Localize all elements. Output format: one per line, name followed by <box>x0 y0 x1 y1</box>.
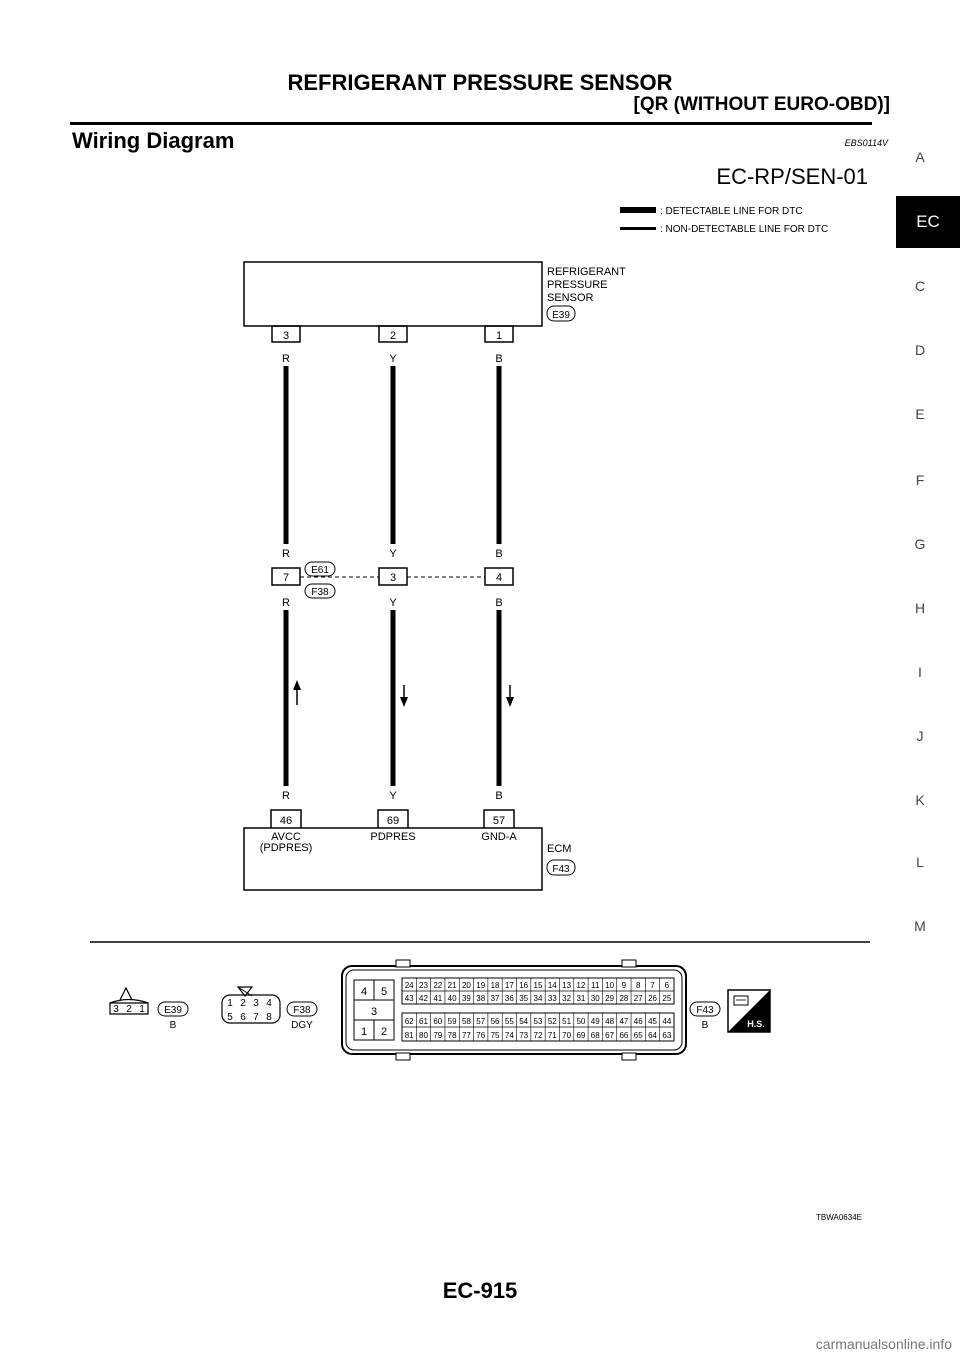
f43-pin-50: 50 <box>576 1017 586 1026</box>
index-letter-k[interactable]: K <box>915 792 925 808</box>
f43-pin-28: 28 <box>619 994 629 1003</box>
section-code: EBS0114V <box>844 138 888 148</box>
sensor-box <box>244 262 542 326</box>
f38-pin-1: 1 <box>227 998 233 1009</box>
f38-connector-face <box>222 987 280 1023</box>
f43-pin-45: 45 <box>648 1017 657 1026</box>
f43-pin-12: 12 <box>576 981 586 990</box>
index-letter-m[interactable]: M <box>914 918 926 934</box>
ecm-terminal-gnd-a: GND-A <box>481 831 517 843</box>
sensor-pin-1: 1 <box>495 330 503 342</box>
f38-pin-7: 7 <box>253 1012 259 1023</box>
sensor-label-line2: PRESSURE <box>547 279 608 291</box>
f43-pin-58: 58 <box>461 1017 471 1026</box>
f43-pin-16: 16 <box>519 981 529 990</box>
ecm-pin-57: 57 <box>492 815 506 827</box>
wire-color-y-joint-top: Y <box>389 548 397 560</box>
f43-pin-18: 18 <box>490 981 500 990</box>
f43-pin-76: 76 <box>476 1031 486 1040</box>
joint-connector-f38: F38 <box>311 587 329 598</box>
section-title: Wiring Diagram <box>72 128 235 153</box>
arrow-up-icon <box>293 680 301 705</box>
wire-color-r-bottom: R <box>282 790 290 802</box>
f43-pin-46: 46 <box>633 1017 643 1026</box>
f43-pin-43: 43 <box>404 994 414 1003</box>
f38-pin-4: 4 <box>266 998 272 1009</box>
f43-pin-32: 32 <box>562 994 572 1003</box>
wire-color-r-joint-top: R <box>282 548 290 560</box>
sensor-pin-2: 2 <box>389 330 397 342</box>
ecm-pin-69: 69 <box>386 815 400 827</box>
f43-pin-40: 40 <box>447 994 457 1003</box>
ecm-terminal-pdpres: PDPRES <box>370 831 416 843</box>
f43-pin-14: 14 <box>547 981 557 990</box>
f38-pin-3: 3 <box>253 998 259 1009</box>
f43-pin-63: 63 <box>662 1031 672 1040</box>
f43-pin-23: 23 <box>419 981 428 990</box>
f43-pin-70: 70 <box>562 1031 572 1040</box>
f43-pin-35: 35 <box>519 994 529 1003</box>
sensor-label-line3: SENSOR <box>547 292 594 304</box>
f43-pin-44: 44 <box>662 1017 672 1026</box>
f43-pin-22: 22 <box>433 981 443 990</box>
f43-pin-53: 53 <box>533 1017 543 1026</box>
wire-color-b-joint-top: B <box>495 548 503 560</box>
f43-pin-30: 30 <box>590 994 600 1003</box>
wire-color-y-joint-bottom: Y <box>389 597 397 609</box>
f43-pin-6: 6 <box>664 981 670 990</box>
f43-big-pin-2: 2 <box>380 1026 388 1038</box>
f43-pin-67: 67 <box>605 1031 615 1040</box>
arrow-down-icon <box>506 685 514 707</box>
index-letter-j[interactable]: J <box>916 728 924 744</box>
joint-pin-4: 4 <box>495 572 503 584</box>
f43-pin-77: 77 <box>461 1031 471 1040</box>
f43-pin-38: 38 <box>476 994 486 1003</box>
f43-pin-48: 48 <box>605 1017 615 1026</box>
f43-pin-37: 37 <box>490 994 500 1003</box>
f43-pin-31: 31 <box>576 994 586 1003</box>
ecm-label: ECM <box>547 843 572 855</box>
index-letter-h[interactable]: H <box>914 600 926 616</box>
f43-pin-39: 39 <box>461 994 471 1003</box>
wire-color-b-bottom: B <box>495 790 503 802</box>
f43-pin-57: 57 <box>476 1017 486 1026</box>
harness-side-badge-icon <box>728 990 770 1032</box>
f43-big-pin-4: 4 <box>360 986 368 998</box>
f43-pin-51: 51 <box>562 1017 572 1026</box>
f43-pin-24: 24 <box>404 981 414 990</box>
f43-pin-55: 55 <box>504 1017 514 1026</box>
f43-pin-27: 27 <box>633 994 643 1003</box>
f43-pin-64: 64 <box>648 1031 657 1040</box>
f38-pin-6: 6 <box>240 1012 246 1023</box>
index-letter-g[interactable]: G <box>914 536 926 552</box>
legend-non-detectable-label: : NON-DETECTABLE LINE FOR DTC <box>660 224 829 235</box>
f43-pin-59: 59 <box>447 1017 457 1026</box>
f43-pin-26: 26 <box>648 994 657 1003</box>
f43-pin-73: 73 <box>519 1031 529 1040</box>
index-letter-l[interactable]: L <box>916 854 924 870</box>
f43-pin-19: 19 <box>476 981 486 990</box>
legend-detectable-label: : DETECTABLE LINE FOR DTC <box>660 206 803 217</box>
wire-color-r-top: R <box>282 353 290 365</box>
f43-big-pin-3: 3 <box>370 1006 378 1018</box>
f43-pin-10: 10 <box>605 981 615 990</box>
f43-pin-13: 13 <box>562 981 572 990</box>
f43-pin-62: 62 <box>404 1017 414 1026</box>
f38-pin-8: 8 <box>266 1012 272 1023</box>
ecm-terminal-avcc-sub: (PDPRES) <box>259 842 313 854</box>
f43-pin-81: 81 <box>404 1031 414 1040</box>
f38-color: DGY <box>291 1020 313 1031</box>
f43-pin-47: 47 <box>619 1017 629 1026</box>
arrow-down-icon <box>400 685 408 707</box>
f43-pin-56: 56 <box>490 1017 500 1026</box>
f43-pin-36: 36 <box>504 994 514 1003</box>
wire-color-b-top: B <box>495 353 503 365</box>
f43-pin-42: 42 <box>419 994 428 1003</box>
f38-pin-5: 5 <box>227 1012 233 1023</box>
f43-pin-80: 80 <box>419 1031 428 1040</box>
f43-pin-20: 20 <box>461 981 471 990</box>
sensor-connector-label: E39 <box>552 310 570 321</box>
index-letter-f[interactable]: F <box>915 472 925 488</box>
f43-pin-61: 61 <box>419 1017 428 1026</box>
e39-connector-face <box>110 988 148 1015</box>
f38-pin-2: 2 <box>240 998 246 1009</box>
page-header-subtitle: [QR (WITHOUT EURO-OBD)] <box>633 94 890 115</box>
f43-pin-49: 49 <box>590 1017 600 1026</box>
ecm-connector-label: F43 <box>552 864 570 875</box>
f43-pin-54: 54 <box>519 1017 529 1026</box>
f43-color: B <box>701 1020 709 1031</box>
f43-label: F43 <box>696 1005 714 1016</box>
f43-big-pin-5: 5 <box>380 986 388 998</box>
joint-pin-3: 3 <box>389 572 397 584</box>
f43-pin-79: 79 <box>433 1031 443 1040</box>
e39-label: E39 <box>164 1005 182 1016</box>
legend-thin-line <box>620 227 656 230</box>
wire-color-r-joint-bottom: R <box>282 597 290 609</box>
f43-pin-78: 78 <box>447 1031 457 1040</box>
e39-pin-1: 1 <box>139 1004 145 1015</box>
f43-pin-69: 69 <box>576 1031 586 1040</box>
f43-pin-65: 65 <box>633 1031 643 1040</box>
f43-pin-34: 34 <box>533 994 543 1003</box>
e39-pin-3: 3 <box>113 1004 119 1015</box>
f43-pin-68: 68 <box>590 1031 600 1040</box>
e39-pin-2: 2 <box>126 1004 132 1015</box>
f43-pin-52: 52 <box>547 1017 557 1026</box>
sensor-pin-3: 3 <box>282 330 290 342</box>
index-letter-c[interactable]: C <box>914 278 926 294</box>
index-letter-i[interactable]: I <box>918 664 922 680</box>
f43-pin-29: 29 <box>605 994 615 1003</box>
index-letter-ec-active[interactable]: EC <box>896 196 960 248</box>
wire-color-b-joint-bottom: B <box>495 597 503 609</box>
f43-pin-71: 71 <box>547 1031 557 1040</box>
page-number: EC-915 <box>442 1278 518 1303</box>
wire-color-y-bottom: Y <box>389 790 397 802</box>
index-letter-e[interactable]: E <box>915 406 925 422</box>
f43-pin-15: 15 <box>533 981 543 990</box>
f43-pin-74: 74 <box>504 1031 514 1040</box>
f43-pin-25: 25 <box>662 994 672 1003</box>
page-header-title: REFRIGERANT PRESSURE SENSOR <box>287 70 673 95</box>
sensor-label-line1: REFRIGERANT <box>547 266 626 278</box>
index-letter-a[interactable]: A <box>915 149 925 165</box>
f43-pin-33: 33 <box>547 994 557 1003</box>
f43-pin-66: 66 <box>619 1031 629 1040</box>
f43-pin-8: 8 <box>635 981 641 990</box>
index-letter-d[interactable]: D <box>914 342 926 358</box>
image-id: TBWA0634E <box>816 1213 862 1222</box>
f43-pin-17: 17 <box>504 981 514 990</box>
joint-connector-e61: E61 <box>311 565 329 576</box>
f43-pin-21: 21 <box>447 981 457 990</box>
ecm-pin-46: 46 <box>279 815 293 827</box>
f43-pin-72: 72 <box>533 1031 543 1040</box>
f38-label: F38 <box>293 1005 311 1016</box>
f43-connector-face <box>342 960 686 1060</box>
watermark: carmanualsonline.info <box>815 1336 952 1352</box>
f43-pin-7: 7 <box>650 981 655 990</box>
joint-pin-7: 7 <box>282 572 290 584</box>
legend-thick-line <box>620 207 656 213</box>
f43-pin-11: 11 <box>591 981 600 990</box>
f43-pin-9: 9 <box>621 981 627 990</box>
f43-pin-75: 75 <box>490 1031 500 1040</box>
wire-color-y-top: Y <box>389 353 397 365</box>
f43-big-pin-1: 1 <box>360 1026 368 1038</box>
ecm-terminal-avcc: AVCC <box>271 831 301 843</box>
e39-color: B <box>169 1020 177 1031</box>
diagram-id: EC-RP/SEN-01 <box>716 164 868 189</box>
f43-pin-41: 41 <box>433 994 443 1003</box>
f43-pin-60: 60 <box>433 1017 443 1026</box>
hs-badge-text: H.S. <box>747 1019 765 1029</box>
